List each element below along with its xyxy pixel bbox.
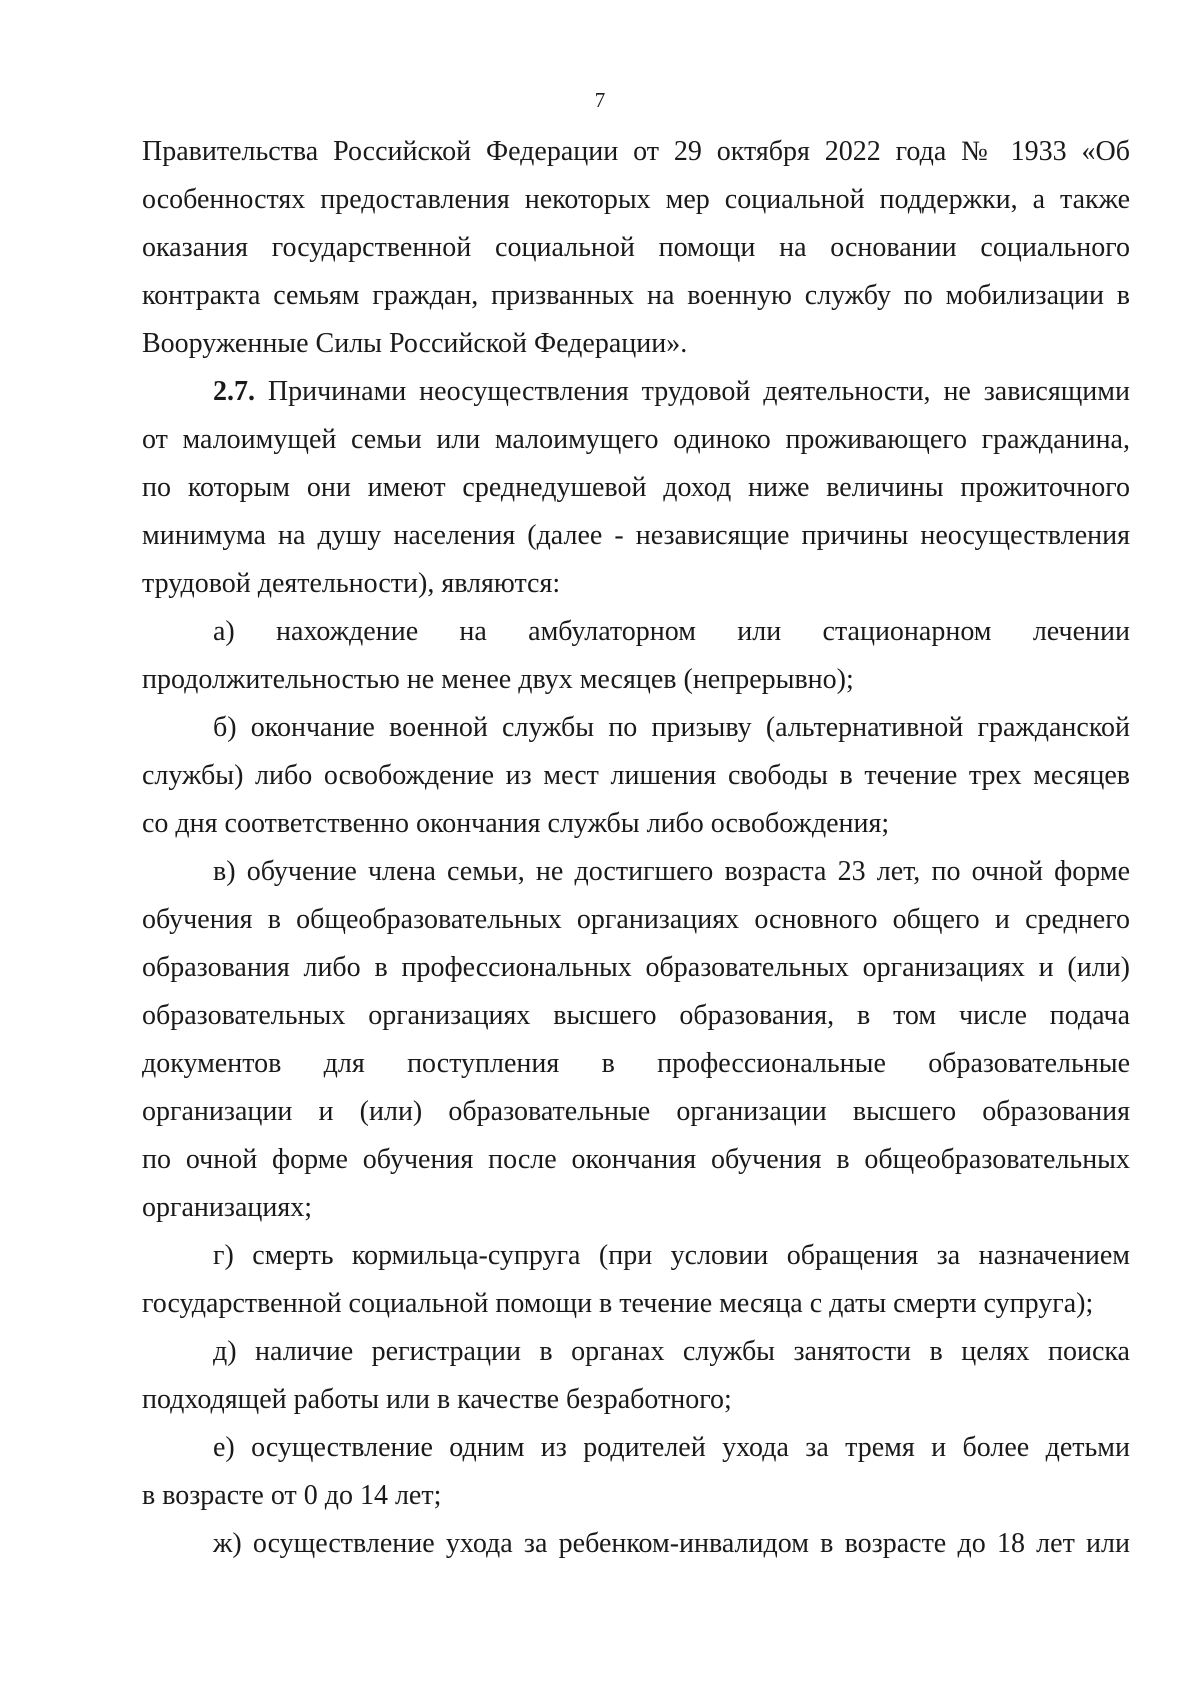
list-item-v [142, 848, 1130, 1232]
text-line: организациях; [142, 1192, 312, 1223]
text-line: б) окончание военной службы по призыву (альтернативной гражданской [213, 712, 1130, 743]
paragraph-2-7 [142, 368, 1130, 608]
text-line: ж) осуществление ухода за ребенком-инвалидом в возрасте до 18 лет или [213, 1528, 1130, 1559]
text-line: в) обучение члена семьи, не достигшего возраста 23 лет, по очной форме [213, 856, 1130, 887]
page-number: 7 [594, 88, 606, 112]
text-line: Правительства Российской Федерации от 29 октября 2022 года № 1933 «Об [142, 136, 1130, 167]
text-line: от малоимущей семьи или малоимущего одиноко проживающего гражданина, [142, 424, 1130, 455]
text-line-content: Причинами неосуществления трудовой деятельности, не зависящими [255, 376, 1130, 407]
list-item-d [142, 1328, 1130, 1424]
text-line: по очной форме обучения после окончания обучения в общеобразовательных [142, 1144, 1130, 1175]
text-line: документов для поступления в профессиональные образовательные [142, 1048, 1130, 1079]
text-line: оказания государственной социальной помощи на основании социального [142, 232, 1130, 263]
text-line: подходящей работы или в качестве безработного; [142, 1384, 732, 1415]
document-body [142, 128, 1130, 1568]
text-line: со дня соответственно окончания службы либо освобождения; [142, 808, 890, 839]
text-line: службы) либо освобождение из мест лишения свободы в течение трех месяцев [142, 760, 1130, 791]
text-line: продолжительностью не менее двух месяцев (непрерывно); [142, 664, 854, 695]
text-line: образования либо в профессиональных образовательных организациях и (или) [142, 952, 1130, 983]
text-line: контракта семьям граждан, призванных на военную службу по мобилизации в [142, 280, 1130, 311]
text-line: государственной социальной помощи в течение месяца с даты смерти супруга); [142, 1288, 1094, 1319]
list-item-b [142, 704, 1130, 848]
text-line: по которым они имеют среднедушевой доход ниже величины прожиточного [142, 472, 1130, 503]
text-line: обучения в общеобразовательных организациях основного общего и среднего [142, 904, 1130, 935]
list-item-zh [142, 1520, 1130, 1568]
list-item-e [142, 1424, 1130, 1520]
paragraph-government-decree [142, 128, 1130, 368]
text-line: а) нахождение на амбулаторном или стационарном лечении [213, 616, 1130, 647]
clause-number: 2.7. [213, 376, 255, 407]
text-line: Вооруженные Силы Российской Федерации». [142, 328, 688, 359]
text-line: особенностях предоставления некоторых мер социальной поддержки, а также [142, 184, 1130, 215]
text-line: трудовой деятельности), являются: [142, 568, 561, 599]
text-line: г) смерть кормильца-супруга (при условии обращения за назначением [213, 1240, 1130, 1271]
text-line: в возрасте от 0 до 14 лет; [142, 1480, 442, 1511]
text-line [142, 368, 1130, 416]
text-line: е) осуществление одним из родителей ухода за тремя и более детьми [213, 1432, 1130, 1463]
text-line: д) наличие регистрации в органах службы занятости в целях поиска [213, 1336, 1130, 1367]
text-line: образовательных организациях высшего образования, в том числе подача [142, 1000, 1130, 1031]
list-item-g [142, 1232, 1130, 1328]
text-line: организации и (или) образовательные организации высшего образования [142, 1096, 1130, 1127]
list-item-a [142, 608, 1130, 704]
text-line: минимума на душу населения (далее - независящие причины неосуществления [142, 520, 1130, 551]
